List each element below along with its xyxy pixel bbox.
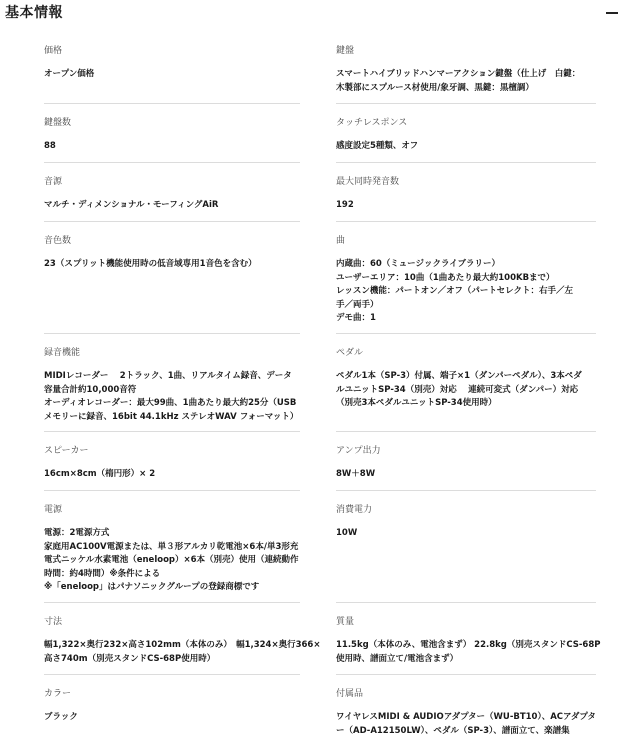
divider [336, 103, 596, 104]
section-title: 基本情報 [5, 5, 63, 21]
spec-item [336, 502, 596, 541]
spec-value [44, 68, 304, 82]
spec-label: カラー [44, 689, 72, 699]
spec-value-line: 10W [336, 528, 358, 538]
spec-label: 付属品 [336, 689, 364, 699]
section-header[interactable] [0, 0, 629, 26]
spec-value-line: レッスン機能：パートオン／オフ（パートセレクト：右手／左 [336, 286, 573, 296]
spec-item [336, 686, 596, 738]
spec-label: アンプ出力 [336, 446, 381, 456]
spec-value [336, 68, 596, 95]
spec-value [336, 639, 601, 666]
spec-value-line: スマートハイブリッドハンマーアクション鍵盤（仕上げ 白鍵： [336, 69, 581, 79]
spec-item [44, 614, 321, 666]
spec-label: 電源 [44, 505, 63, 515]
divider [44, 602, 300, 603]
divider [44, 333, 300, 334]
divider [336, 162, 596, 163]
spec-value-line: ペダル1本（SP-3）付属、端子×1（ダンパーペダル）、3本ペダ [336, 371, 582, 381]
spec-value-line: 11.5kg（本体のみ、電池含まず） 22.8kg（別売スタンドCS-68P [336, 640, 601, 650]
spec-value-line: デモ曲：1 [336, 313, 376, 323]
spec-value-line: 内蔵曲：60（ミュージックライブラリー） [336, 259, 500, 269]
spec-value-line: ワイヤレスMIDI & AUDIOアダプター（WU-BT10）、ACアダプタ [336, 712, 596, 722]
spec-item [336, 443, 596, 482]
spec-item [44, 233, 304, 272]
spec-value-line: 23（スプリット機能使用時の低音域専用1音色を含む） [44, 259, 257, 269]
spec-label: 音源 [44, 177, 63, 187]
spec-value [44, 140, 304, 154]
spec-value-line: 手／両手） [336, 299, 379, 310]
spec-value-line: ー（AD-A12150LW）、ペダル（SP-3）、譜面立て、楽譜集 [336, 725, 570, 736]
spec-label: 録音機能 [44, 348, 81, 358]
spec-value [44, 258, 304, 272]
spec-label: 寸法 [44, 617, 63, 627]
spec-value-line: 使用時、譜面立て/電池含まず） [336, 653, 459, 664]
spec-value [44, 370, 304, 424]
spec-label: タッチレスポンス [336, 118, 408, 128]
spec-label: 鍵盤 [336, 46, 355, 56]
divider [336, 674, 596, 675]
spec-value-line: 16cm×8cm（楕円形）× 2 [44, 469, 156, 479]
divider [44, 674, 300, 675]
spec-value [336, 199, 596, 213]
divider [336, 221, 596, 222]
spec-item [336, 233, 596, 326]
spec-value [44, 199, 304, 213]
spec-value-line: 8W＋8W [336, 469, 376, 479]
spec-item [44, 502, 304, 595]
spec-item [44, 443, 304, 482]
spec-item [336, 174, 596, 213]
spec-value-line: ユーザーエリア：10曲（1曲あたり最大約100KBまで） [336, 272, 555, 283]
divider [336, 602, 596, 603]
spec-item [44, 345, 304, 424]
spec-label: ペダル [336, 348, 364, 358]
spec-value-line: ※「eneloop」はパナソニックグループの登録商標です [44, 582, 260, 592]
spec-item [44, 43, 304, 82]
spec-value [44, 639, 321, 666]
spec-label: 鍵盤数 [44, 118, 72, 128]
spec-value-line: 木製部にスプルース材使用/象牙調、黒鍵：黒檀調） [336, 82, 534, 93]
spec-value [336, 370, 596, 411]
spec-item [336, 345, 596, 411]
spec-value-line: 時間：約4時間）※条件による [44, 568, 161, 579]
spec-item [336, 115, 596, 154]
spec-value-line: 88 [44, 141, 56, 151]
divider [336, 431, 596, 432]
divider [44, 431, 300, 432]
spec-value [44, 711, 304, 725]
spec-label: 最大同時発音数 [336, 177, 400, 187]
spec-item [336, 43, 596, 95]
divider [336, 333, 596, 334]
spec-value-line: マルチ・ディメンショナル・モーフィングAiR [44, 200, 219, 210]
spec-label: 消費電力 [336, 505, 373, 515]
spec-value-line: 192 [336, 200, 354, 210]
spec-item [44, 115, 304, 154]
spec-value-line: オーディオレコーダー：最大99曲、1曲あたり最大約25分（USB [44, 398, 297, 408]
divider [44, 103, 300, 104]
divider [44, 221, 300, 222]
spec-value-line: 高さ740m（別売スタンドCS-68P使用時） [44, 653, 216, 664]
spec-label: 価格 [44, 46, 63, 56]
divider [336, 490, 596, 491]
spec-value [336, 711, 596, 738]
spec-value [336, 258, 596, 326]
spec-item [336, 614, 601, 666]
spec-value-line: 容量合計約10,000音符 [44, 384, 137, 395]
spec-value-line: メモリーに録音、16bit 44.1kHz ステレオWAV フォーマット） [44, 411, 299, 422]
spec-value-line: ブラック [44, 712, 78, 722]
spec-value-line: 家庭用AC100V電源または、単３形アルカリ乾電池×6本/単3形充 [44, 541, 299, 552]
spec-value [336, 468, 596, 482]
spec-label: 質量 [336, 617, 355, 627]
divider [44, 162, 300, 163]
spec-value-line: ルユニットSP-34（別売）対応 連続可変式（ダンパー）対応 [336, 384, 579, 395]
spec-item [44, 686, 304, 725]
spec-value-line: 感度設定5種類、オフ [336, 141, 419, 151]
spec-value [44, 468, 304, 482]
spec-value-line: 幅1,322×奥行232×高さ102mm（本体のみ） 幅1,324×奥行366× [44, 640, 321, 650]
collapse-icon[interactable] [606, 9, 620, 19]
spec-value-line: 電式ニッケル水素電池（eneloop）×6本（別売）使用（連続動作 [44, 555, 299, 565]
divider [44, 490, 300, 491]
spec-label: スピーカー [44, 446, 89, 456]
spec-item [44, 174, 304, 213]
spec-label: 音色数 [44, 236, 72, 246]
spec-value [336, 140, 596, 154]
spec-value-line: 電源：2電源方式 [44, 528, 110, 538]
spec-value-line: オープン価格 [44, 69, 95, 79]
spec-value-line: MIDIレコーダー 2トラック、1曲、リアルタイム録音、データ [44, 371, 292, 381]
spec-value [336, 527, 596, 541]
spec-value [44, 527, 304, 595]
spec-value-line: （別売3本ペダルユニットSP-34使用時） [336, 398, 497, 408]
spec-label: 曲 [336, 236, 346, 246]
